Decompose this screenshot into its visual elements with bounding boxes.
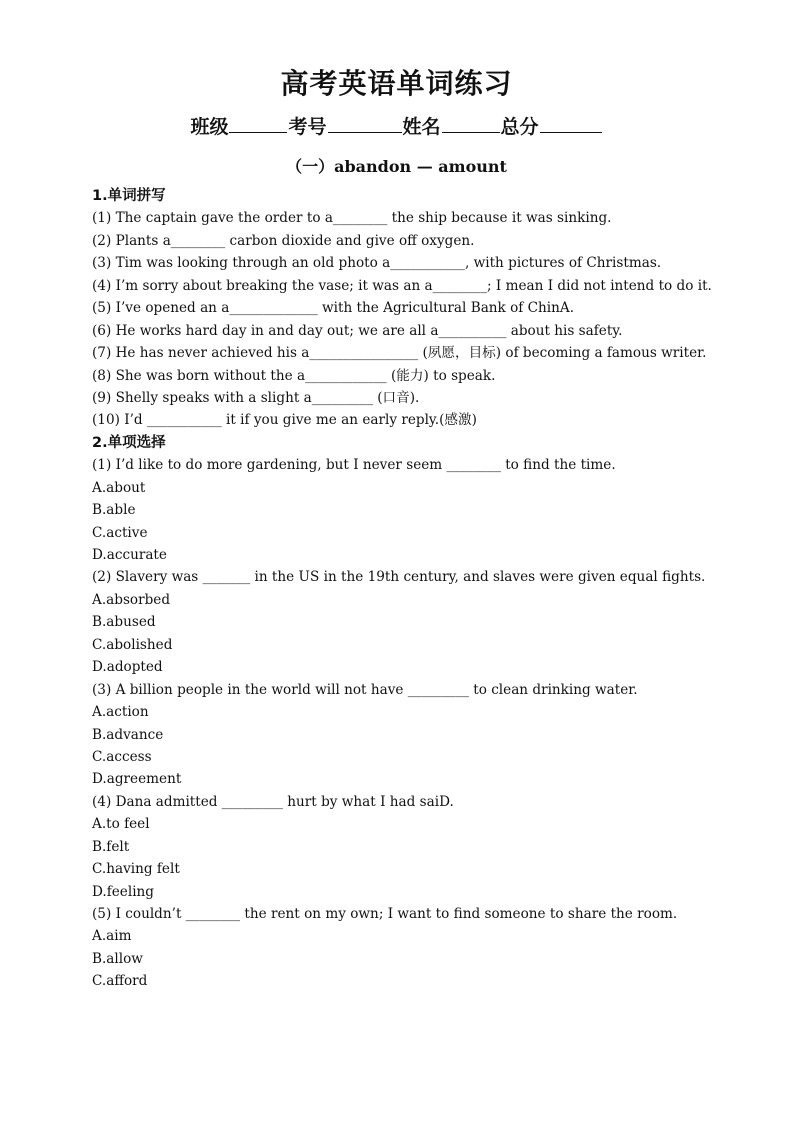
spelling-item: (8) She was born without the a____________ (能力) to speak. <box>92 367 496 384</box>
score-blank <box>540 115 602 133</box>
section-heading-spelling: 1.单词拼写 <box>92 188 166 204</box>
score-label: 总分 <box>500 116 539 138</box>
answer-option: B.able <box>92 502 136 519</box>
answer-option: A.to feel <box>92 816 150 833</box>
answer-option: A.about <box>92 479 146 496</box>
exam-number-blank <box>328 115 402 133</box>
answer-option: A.aim <box>92 928 132 945</box>
section-heading-multiple-choice: 2.单项选择 <box>92 434 166 451</box>
answer-option: D.agreement <box>92 771 182 788</box>
answer-option: C.having felt <box>92 861 180 878</box>
question-stem: (1) I’d like to do more gardening, but I never seem ________ to find the time. <box>92 457 616 474</box>
spelling-item: (3) Tim was looking through an old photo a___________, with pictures of Christmas. <box>92 255 662 272</box>
spelling-item: (4) I’m sorry about breaking the vase; it was an a________; I mean I did not intend to do it. <box>92 277 712 294</box>
exercise-content <box>60 185 735 993</box>
name-blank <box>442 115 500 133</box>
question-stem: (4) Dana admitted _________ hurt by what I had saiD. <box>92 793 454 810</box>
spelling-item: (7) He has never achieved his a________________ (夙愿，目标) of becoming a famous writer. <box>92 345 707 362</box>
answer-option: C.abolished <box>92 636 173 653</box>
name-label: 姓名 <box>402 116 441 138</box>
answer-option: C.access <box>92 748 152 765</box>
spelling-item: (10) I’d ___________ it if you give me an early reply.(感激) <box>92 412 477 429</box>
answer-option: B.advance <box>92 726 164 743</box>
word-range-subtitle: （一）abandon — amount <box>286 157 507 176</box>
answer-option: C.active <box>92 524 148 541</box>
answer-option: C.afford <box>92 973 148 990</box>
worksheet-title: 高考英语单词练习 <box>280 67 513 100</box>
answer-option: B.abused <box>92 614 156 631</box>
question-stem: (5) I couldn’t ________ the rent on my own; I want to find someone to share the room. <box>92 906 678 923</box>
spelling-item: (1) The captain gave the order to a________ the ship because it was sinking. <box>92 210 612 227</box>
answer-option: D.accurate <box>92 547 167 564</box>
question-stem: (3) A billion people in the world will not have _________ to clean drinking water. <box>92 681 638 698</box>
spelling-item: (6) He works hard day in and day out; we are all a__________ about his safety. <box>92 322 623 339</box>
question-stem: (2) Slavery was _______ in the US in the 19th century, and slaves were given equal fights. <box>92 569 706 586</box>
spelling-item: (9) Shelly speaks with a slight a_________ (口音). <box>92 389 420 406</box>
answer-option: A.action <box>92 704 149 721</box>
answer-option: A.absorbed <box>92 591 171 608</box>
class-blank <box>229 115 287 133</box>
student-info-line <box>0 112 793 139</box>
exam-number-label: 考号 <box>288 116 327 138</box>
spelling-item: (2) Plants a________ carbon dioxide and give off oxygen. <box>92 232 475 249</box>
class-label: 班级 <box>190 116 229 138</box>
answer-option: D.adopted <box>92 659 163 676</box>
answer-option: B.allow <box>92 950 143 967</box>
answer-option: B.felt <box>92 838 130 855</box>
spelling-item: (5) I’ve opened an a_____________ with the Agricultural Bank of ChinA. <box>92 300 575 317</box>
answer-option: D.feeling <box>92 883 155 900</box>
